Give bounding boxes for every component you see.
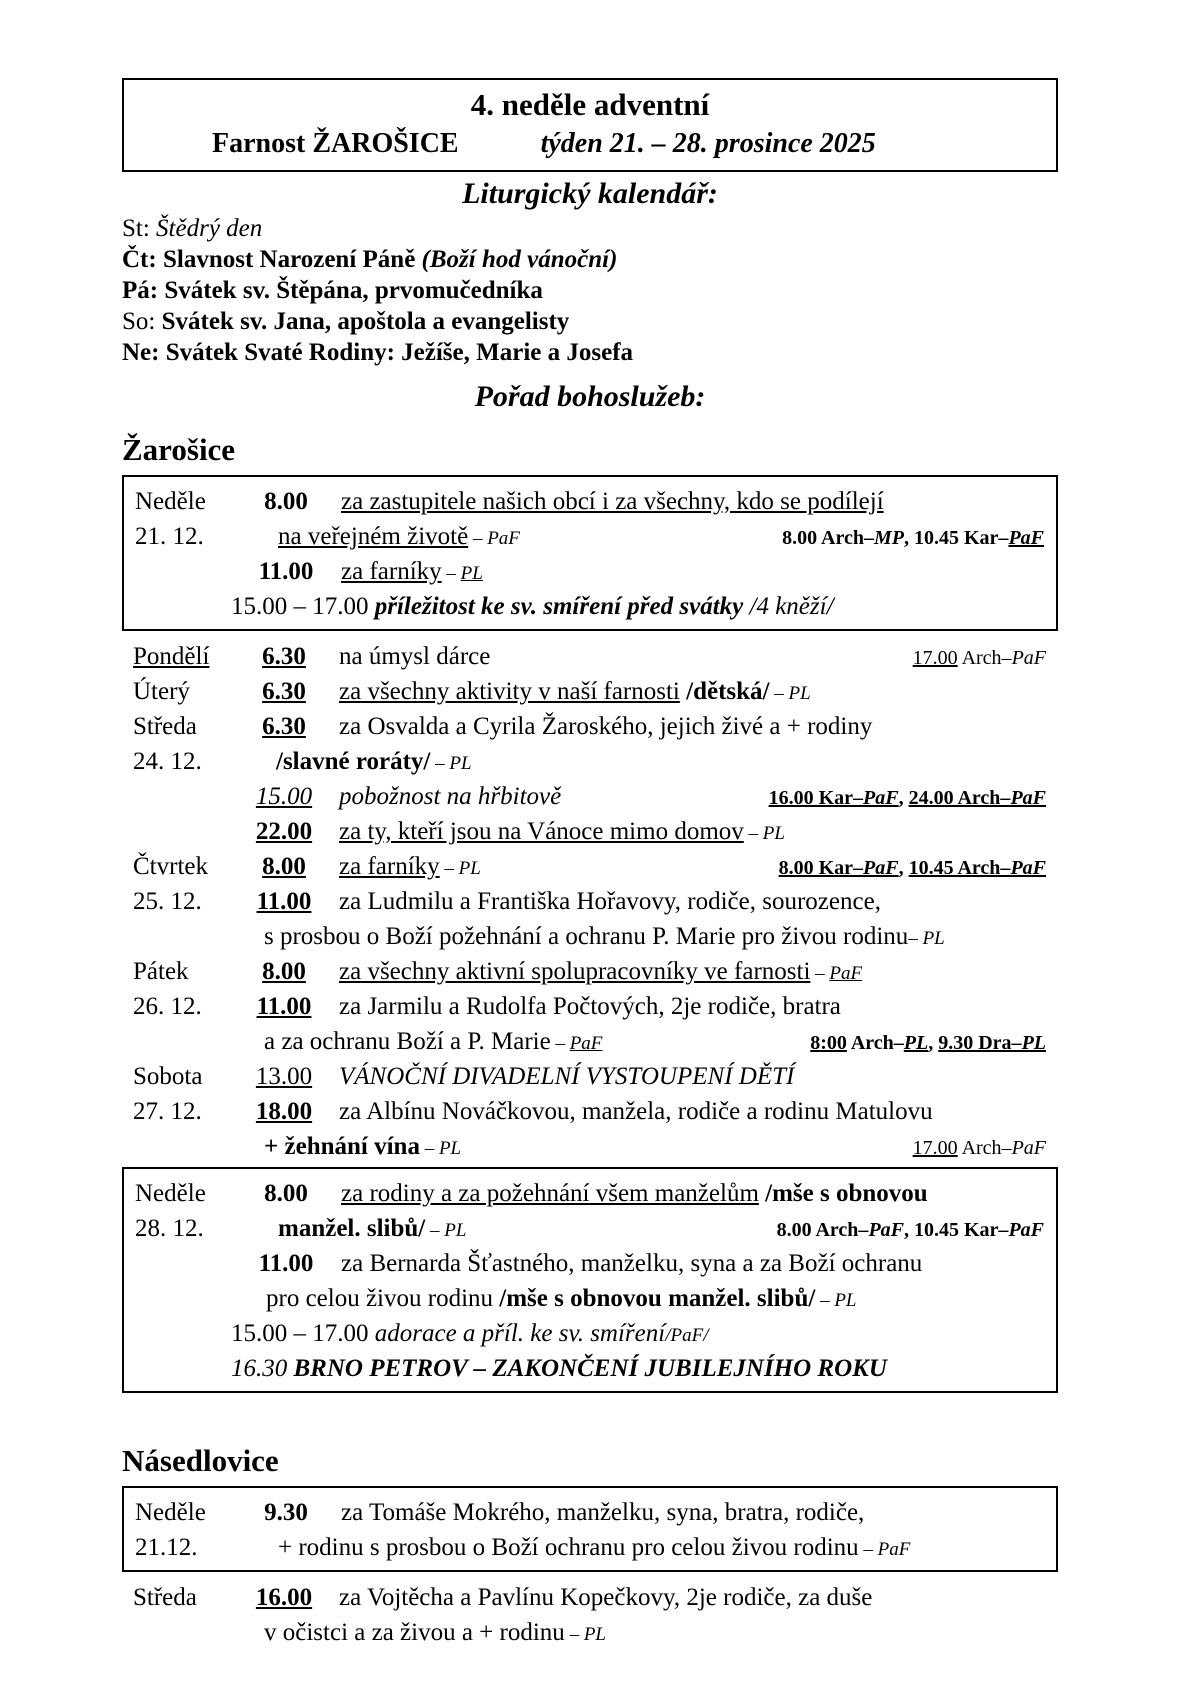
annotation [777, 1213, 1044, 1248]
text-segment: Svátek sv. Štěpána, prvomučedníka [164, 277, 543, 304]
schedule-row [122, 1129, 1058, 1164]
text-segment: PaF [863, 857, 899, 879]
text-segment: za zastupitele našich obcí i za všechny, kdo se podílejí [341, 488, 884, 515]
bulletin-content [122, 78, 1058, 1650]
schedule-row [122, 919, 1058, 954]
day-cell: 21. 12. [135, 523, 204, 550]
text-segment: na úmysl dárce [339, 643, 491, 670]
text-segment: PaF [1008, 527, 1044, 549]
intention-text [276, 744, 472, 781]
text-segment: manžel. slibů/ [278, 1215, 426, 1242]
liturgical-item [122, 306, 1058, 337]
text-segment: za Jarmilu a Rudolfa Počtových, 2je rodiče, bratra [339, 993, 841, 1020]
intention-text [264, 1615, 606, 1652]
text-segment: v očistci a za živou a + rodinu [264, 1619, 565, 1646]
schedule-row [122, 744, 1058, 779]
week-range: týden 21. – 28. prosince 2025 [540, 128, 876, 159]
day-cell: Úterý [133, 678, 190, 705]
liturgical-calendar-heading: Liturgický kalendář: [462, 177, 718, 210]
text-segment: – PL [430, 753, 472, 774]
liturgical-item [122, 213, 1058, 244]
schedule-row [124, 519, 1056, 554]
time-cell: 6.30 [262, 713, 306, 740]
text-segment: Štědrý den [156, 215, 263, 242]
weekday-rows [122, 639, 1058, 1164]
text-segment: PL [903, 1032, 929, 1054]
intention-text [339, 779, 561, 814]
text-segment: za ty, kteří jsou na Vánoce mimo domov [339, 818, 744, 845]
text-segment: Slavnost Narození Páně [162, 246, 422, 273]
text-segment: za Ludmilu a Františka Hořavovy, rodiče, sourozence, [339, 888, 881, 915]
time-cell: 8.00 [264, 1180, 308, 1207]
text-segment: za Tomáše Mokrého, manželku, syna, bratra, rodiče, [341, 1499, 865, 1526]
intention-text [339, 954, 862, 991]
annotation [779, 851, 1046, 886]
schedule-row [122, 639, 1058, 674]
text-segment: , 10.45 Kar– [904, 1219, 1009, 1241]
text-segment: PaF [868, 1219, 904, 1241]
text-segment: za Osvalda a Cyrila Žaroského, jejich živé a + rodiny [339, 713, 873, 740]
text-segment: pobožnost na hřbitově [339, 783, 562, 810]
text-segment: Svátek Svaté Rodiny: Ježíše, Marie a Josefa [165, 339, 634, 366]
intention-text [339, 1094, 933, 1129]
text-segment: /mše s obnovou manžel. slibů/ [499, 1285, 816, 1312]
annotation [913, 641, 1046, 676]
text-segment: , 10.45 Kar– [904, 527, 1009, 549]
day-cell: 25. 12. [133, 888, 202, 915]
text-segment: za farníky [339, 853, 440, 880]
text-segment: příležitost ke sv. smíření před svátky [374, 593, 744, 620]
text-segment: 9.30 Dra– [938, 1032, 1022, 1054]
schedule-row [122, 884, 1058, 919]
spacer [122, 631, 1058, 638]
text-segment: – [550, 1033, 570, 1054]
text-segment: St: [122, 215, 157, 242]
header-box [122, 78, 1058, 172]
text-segment: – PL [743, 823, 785, 844]
text-segment: Svátek sv. Jana, apoštola a evangelisty [161, 308, 570, 335]
time-cell: 22.00 [255, 818, 313, 845]
text-segment: PaF [1010, 787, 1046, 809]
text-segment: , [898, 857, 904, 879]
schedule-row [124, 589, 1056, 624]
text-segment: PL [460, 563, 483, 584]
day-cell: Čtvrtek [133, 853, 208, 880]
text-segment: PL [1021, 1032, 1046, 1054]
section-heading-zarosice: Žarošice [122, 432, 236, 467]
text-segment: a za ochranu Boží a P. Marie [264, 1028, 551, 1055]
page-title: 4. neděle adventní [470, 87, 710, 122]
time-cell: 15.00 [255, 783, 313, 810]
intention-text [231, 1351, 887, 1386]
text-segment: 17.00 [912, 1137, 958, 1159]
annotation [769, 781, 1046, 816]
time-cell: 11.00 [258, 558, 314, 585]
intention-text [339, 989, 841, 1024]
schedule-row [124, 1316, 1056, 1351]
intention-text [339, 639, 490, 674]
intention-text [339, 849, 481, 886]
text-segment: 17.00 [912, 647, 958, 669]
liturgical-item [122, 244, 1058, 275]
intention-text [341, 554, 483, 591]
text-segment: MP [874, 527, 904, 549]
text-segment: Ne: [122, 339, 166, 366]
schedule-row [124, 1281, 1056, 1316]
text-segment: , [928, 1032, 939, 1054]
text-segment: Arch– [957, 1137, 1012, 1159]
time-cell: 16.00 [255, 1584, 313, 1611]
schedule-row [124, 484, 1056, 519]
header-subtitle-row [124, 125, 1056, 163]
text-segment: – PL [419, 1138, 462, 1159]
text-segment: Pá: [122, 277, 165, 304]
text-segment: + rodinu s prosbou o Boží ochranu pro celou živou rodinu [278, 1534, 859, 1561]
text-segment: 16.00 Kar– [768, 787, 864, 809]
text-segment: za všechny aktivity v naší farnosti [339, 678, 680, 705]
schedule-row [124, 1530, 1056, 1565]
text-segment: s prosbou o Boží požehnání a ochranu P. Marie pro živou rodinu [264, 923, 909, 950]
intention-text [339, 884, 881, 919]
time-cell: 11.00 [256, 993, 312, 1020]
day-cell: Neděle [135, 488, 206, 515]
text-segment: Čt: [122, 246, 163, 273]
schedule-row [122, 709, 1058, 744]
time-cell: 9.30 [264, 1499, 308, 1526]
intention-text [278, 519, 520, 556]
text-segment: 15.00 – 17.00 [231, 593, 375, 620]
text-segment: /4 kněží/ [743, 593, 834, 620]
text-segment: 16.30 [231, 1355, 294, 1382]
time-cell: 18.00 [255, 1098, 313, 1125]
text-segment: 10.45 Arch– [908, 857, 1011, 879]
schedule-row [122, 779, 1058, 814]
intention-text [264, 1129, 461, 1166]
schedule-row [124, 554, 1056, 589]
schedule-row [122, 674, 1058, 709]
text-segment: za rodiny a za požehnání všem manželům [341, 1180, 759, 1207]
intention-text [341, 1176, 928, 1211]
text-segment: So: [122, 308, 162, 335]
intention-text [264, 919, 945, 956]
day-cell: 21.12. [135, 1534, 198, 1561]
day-cell: 28. 12. [135, 1215, 204, 1242]
schedule-row [122, 814, 1058, 849]
schedule-row [122, 989, 1058, 1024]
text-segment: 8.00 Arch– [776, 1219, 869, 1241]
time-cell: 8.00 [262, 853, 306, 880]
schedule-row [122, 1094, 1058, 1129]
intention-text [278, 1211, 466, 1248]
intention-text [278, 1530, 910, 1567]
time-cell: 8.00 [262, 958, 306, 985]
text-segment: – PL [425, 1220, 467, 1241]
day-cell: Pondělí [133, 643, 210, 670]
text-segment: (Boží hod vánoční) [421, 246, 618, 273]
text-segment: PaF [1010, 857, 1046, 879]
liturgical-item [122, 275, 1058, 306]
day-cell: Středa [133, 713, 197, 740]
text-segment: /mše s obnovou [758, 1180, 928, 1207]
text-segment: adorace a příl. ke sv. smíření [374, 1320, 666, 1347]
text-segment: – PaF [858, 1539, 911, 1560]
text-segment: Arch– [846, 1032, 904, 1054]
intention-text [339, 1059, 794, 1094]
day-cell: 24. 12. [133, 748, 202, 775]
time-cell: 13.00 [255, 1063, 313, 1090]
annotation [913, 1131, 1046, 1166]
annotation [810, 1026, 1046, 1061]
text-segment: – [441, 563, 461, 584]
day-cell: Sobota [133, 1063, 203, 1090]
intention-text [339, 1580, 872, 1615]
day-cell: Středa [133, 1584, 197, 1611]
schedule-row [122, 954, 1058, 989]
day-cell: Neděle [135, 1499, 206, 1526]
day-cell: Pátek [133, 958, 189, 985]
intention-text [341, 484, 884, 519]
intention-text [339, 709, 872, 744]
text-segment: 8.00 Arch– [782, 527, 874, 549]
intention-text [231, 589, 834, 624]
time-cell: 6.30 [262, 678, 306, 705]
schedule-row [122, 849, 1058, 884]
text-segment: 8.00 Kar– [778, 857, 864, 879]
text-segment: – PaF [468, 528, 520, 549]
text-segment: na veřejném životě [278, 523, 469, 550]
text-segment: pro celou živou rodinu [266, 1285, 500, 1312]
spacer [122, 1572, 1058, 1579]
text-segment: za všechny aktivní spolupracovníky ve farnosti [339, 958, 811, 985]
schedule-row [124, 1176, 1056, 1211]
schedule-row [122, 1615, 1058, 1650]
text-segment: PaF [863, 787, 899, 809]
text-segment: + žehnání vína [264, 1133, 420, 1160]
liturgical-item [122, 337, 1058, 368]
text-segment: za farníky [341, 558, 442, 585]
intention-text [339, 814, 785, 851]
intention-text [339, 674, 811, 711]
text-segment: – PL [439, 858, 481, 879]
parish-name: Farnost ŽAROŠICE [212, 128, 459, 159]
text-segment: /PaF/ [665, 1325, 709, 1346]
liturgical-calendar [122, 213, 1058, 368]
text-segment: 24.00 Arch– [908, 787, 1011, 809]
text-segment: za Bernarda Šťastného, manželku, syna a za Boží ochranu [341, 1250, 923, 1277]
text-segment: PaF [1011, 647, 1046, 669]
text-segment: /slavné roráty/ [276, 748, 431, 775]
intention-text [266, 1281, 857, 1318]
time-cell: 6.30 [262, 643, 306, 670]
time-cell: 8.00 [264, 488, 308, 515]
text-segment: Arch– [957, 647, 1012, 669]
schedule-row [122, 1059, 1058, 1094]
schedule-heading: Pořad bohoslužeb: [474, 380, 706, 413]
schedule-row [124, 1351, 1056, 1386]
text-segment: /dětská/ [679, 678, 770, 705]
text-segment: za Albínu Nováčkovou, manžela, rodiče a rodinu Matulovu [339, 1098, 933, 1125]
day-cell: 27. 12. [133, 1098, 202, 1125]
text-segment: – PL [769, 683, 811, 704]
text-segment: – [810, 963, 830, 984]
text-segment: – PL [908, 928, 945, 949]
schedule-row [124, 1211, 1056, 1246]
intention-text [264, 1024, 602, 1061]
schedule-row [122, 1024, 1058, 1059]
text-segment: PaF [829, 963, 863, 984]
text-segment: PaF [569, 1033, 603, 1054]
time-cell: 11.00 [256, 888, 312, 915]
sunday-box-21-12 [122, 475, 1058, 631]
text-segment: – PL [564, 1624, 606, 1645]
schedule-row [124, 1246, 1056, 1281]
text-segment: PaF [1008, 1219, 1044, 1241]
text-segment: , [898, 787, 904, 809]
day-cell: Neděle [135, 1180, 206, 1207]
text-segment: VÁNOČNÍ DIVADELNÍ VYSTOUPENÍ DĚTÍ [339, 1063, 795, 1090]
intention-text [341, 1246, 922, 1281]
text-segment: BRNO PETROV – ZAKONČENÍ JUBILEJNÍHO ROKU [293, 1355, 887, 1382]
schedule-row [122, 1580, 1058, 1615]
text-segment: – PL [815, 1290, 857, 1311]
intention-text [341, 1495, 864, 1530]
annotation [782, 521, 1044, 556]
day-cell: 26. 12. [133, 993, 202, 1020]
intention-text [231, 1316, 709, 1353]
text-segment: 15.00 – 17.00 [231, 1320, 375, 1347]
sunday-box-28-12 [122, 1167, 1058, 1393]
text-segment: 8:00 [810, 1032, 847, 1054]
text-segment: PaF [1011, 1137, 1046, 1159]
text-segment: za Vojtěcha a Pavlínu Kopečkovy, 2je rodiče, za duše [339, 1584, 873, 1611]
nasedlovice-sunday-box [122, 1486, 1058, 1572]
section-heading-nasedlovice: Násedlovice [122, 1443, 279, 1478]
schedule-row [124, 1495, 1056, 1530]
time-cell: 11.00 [258, 1250, 314, 1277]
weekday-rows [122, 1580, 1058, 1650]
